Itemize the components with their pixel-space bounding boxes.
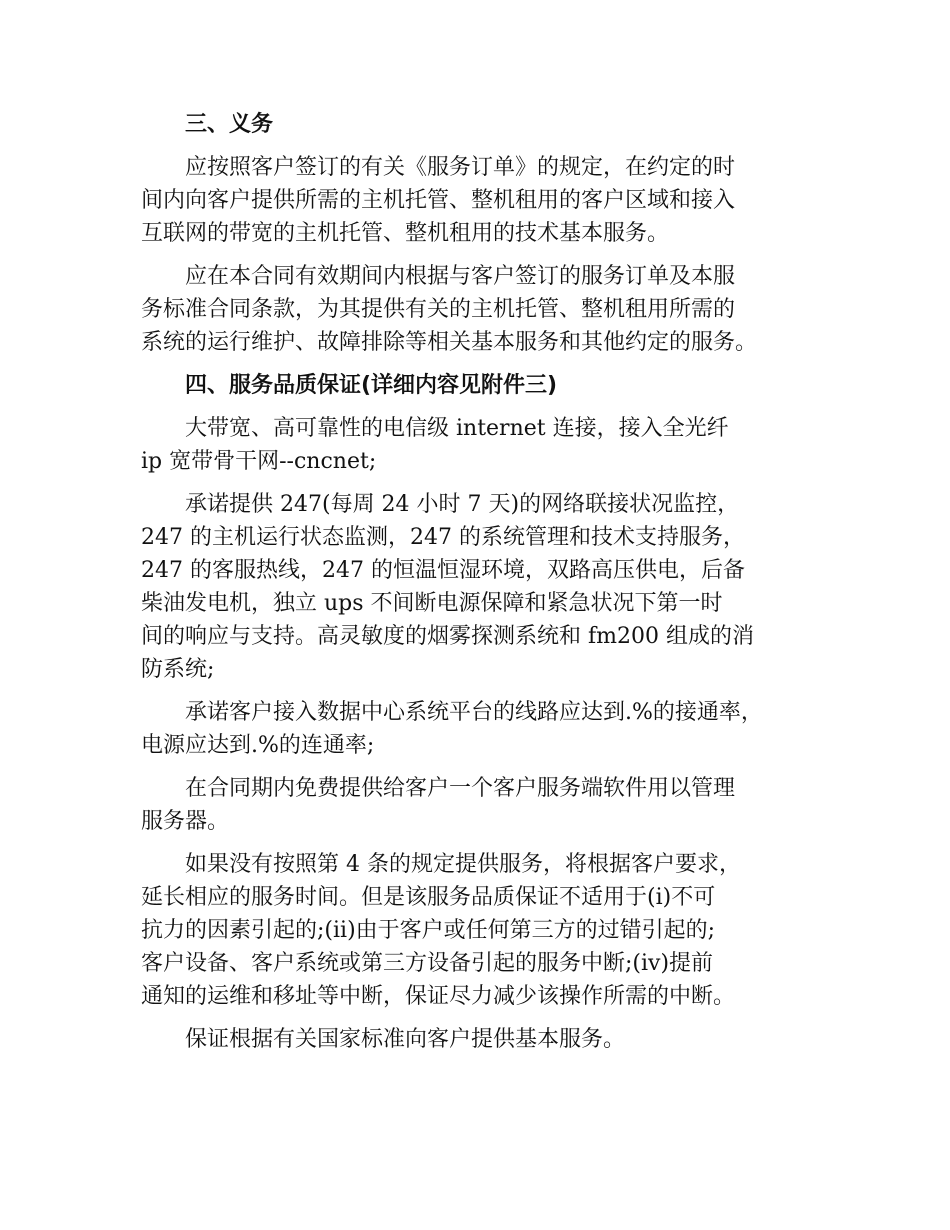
paragraph-line: 务标准合同条款，为其提供有关的主机托管、整机租用所需的 — [141, 297, 736, 322]
document-body — [141, 108, 821, 1066]
paragraph-line: 承诺客户接入数据中心系统平台的线路应达到.%的接通率， — [185, 700, 763, 725]
paragraph-line: 抗力的因素引起的;(ii)由于客户或任何第三方的过错引起的; — [141, 918, 716, 943]
paragraph — [141, 151, 821, 250]
paragraph — [141, 696, 821, 762]
paragraph-line: 承诺提供 247(每周 24 小时 7 天)的网络联接状况监控， — [185, 492, 740, 517]
paragraph-line: ip 宽带骨干网--cncnet; — [141, 449, 377, 474]
section-heading-obligations: 三、义务 — [185, 112, 274, 137]
paragraph — [141, 412, 821, 478]
paragraph-line: 间的响应与支持。高灵敏度的烟雾探测系统和 fm200 组成的消 — [141, 624, 754, 649]
paragraph-line: 大带宽、高可靠性的电信级 internet 连接，接入全光纤 — [185, 416, 729, 441]
paragraph-line: 服务器。 — [141, 809, 230, 834]
paragraph — [141, 1023, 821, 1056]
paragraph-line: 247 的主机运行状态监测，247 的系统管理和技术支持服务， — [141, 525, 745, 550]
paragraph-line: 在合同期内免费提供给客户一个客户服务端软件用以管理 — [185, 776, 736, 801]
paragraph-line: 客户设备、客户系统或第三方设备引起的服务中断;(iv)提前 — [141, 951, 714, 976]
paragraph-line: 如果没有按照第 4 条的规定提供服务，将根据客户要求， — [185, 852, 741, 877]
paragraph — [141, 260, 821, 359]
paragraph-line: 247 的客服热线，247 的恒温恒湿环境，双路高压供电，后备 — [141, 558, 745, 583]
paragraph-line: 系统的运行维护、故障排除等相关基本服务和其他约定的服务。 — [141, 330, 758, 355]
paragraph-line: 延长相应的服务时间。但是该服务品质保证不适用于(i)不可 — [141, 885, 716, 910]
paragraph-line: 互联网的带宽的主机托管、整机租用的技术基本服务。 — [141, 221, 670, 246]
paragraph-line: 应按照客户签订的有关《服务订单》的规定，在约定的时 — [185, 155, 736, 180]
paragraph — [141, 488, 821, 686]
paragraph-line: 通知的运维和移址等中断，保证尽力减少该操作所需的中断。 — [141, 984, 736, 1009]
paragraph-line: 防系统; — [141, 657, 215, 682]
paragraph-line: 应在本合同有效期间内根据与客户签订的服务订单及本服 — [185, 264, 736, 289]
paragraph — [141, 848, 821, 1013]
section-heading-service-quality: 四、服务品质保证(详细内容见附件三) — [185, 373, 558, 398]
paragraph-line: 柴油发电机，独立 ups 不间断电源保障和紧急状况下第一时 — [141, 591, 723, 616]
paragraph — [141, 772, 821, 838]
paragraph-line: 保证根据有关国家标准向客户提供基本服务。 — [185, 1027, 626, 1052]
paragraph-line: 电源应达到.%的连通率; — [141, 733, 375, 758]
paragraph-line: 间内向客户提供所需的主机托管、整机租用的客户区域和接入 — [141, 188, 736, 213]
